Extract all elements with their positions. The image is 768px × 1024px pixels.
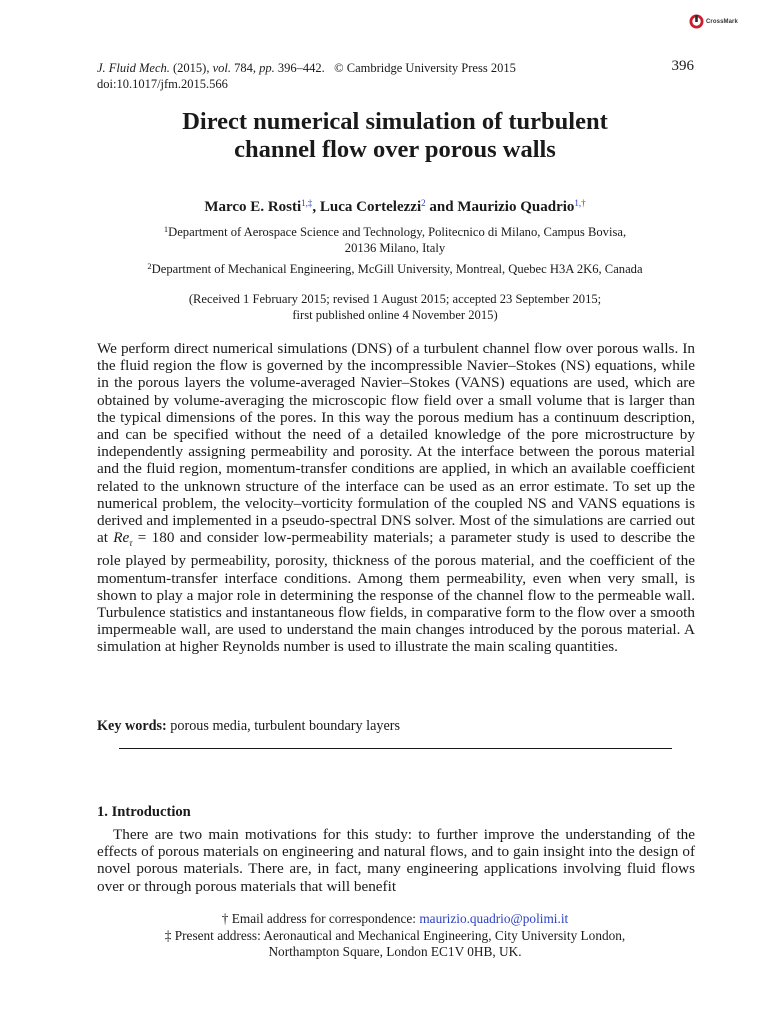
- affiliation-1-line-2: 20136 Milano, Italy: [344, 241, 446, 255]
- affiliation-2-line-1: Department of Mechanical Engineering, McGill University, Montreal, Quebec H3A 2K6, Canada: [151, 262, 643, 276]
- journal-vol-label: vol.: [212, 61, 231, 75]
- footnote-double-dagger-mark: ‡: [164, 927, 172, 943]
- keywords-text: porous media, turbulent boundary layers: [166, 718, 400, 734]
- author-cortelezzi-marks[interactable]: 2: [421, 198, 426, 208]
- copyright-notice: © Cambridge University Press 2015: [334, 61, 516, 75]
- author-separator: ,: [312, 199, 320, 215]
- crossmark-icon: [689, 14, 704, 29]
- introduction-paragraph: There are two main motivations for this study: to further improve the understanding of the effects of porous materials on engineering and natural flows, and to gain insight into the design of novel porous materials. There are, in fact, many engineering applications involving fluid flows over or through porous materials that will benefit: [97, 826, 695, 895]
- footnotes: [97, 911, 693, 961]
- crossmark-badge[interactable]: [689, 13, 743, 30]
- footnote-dagger-mark: †: [221, 911, 229, 926]
- footnote-correspondence: [97, 911, 693, 928]
- journal-pages: 396–442.: [277, 61, 325, 75]
- doi[interactable]: doi:10.1017/jfm.2015.566: [97, 77, 228, 91]
- author-list: [97, 197, 693, 217]
- paper-title: [97, 108, 693, 164]
- correspondence-email-link[interactable]: maurizio.quadrio@polimi.it: [419, 911, 569, 926]
- author-rosti: Marco E. Rosti: [204, 199, 302, 215]
- crossmark-label: CrossMark: [706, 18, 738, 25]
- author-rosti-marks[interactable]: 1,‡: [301, 198, 313, 208]
- title-line-2: channel flow over porous walls: [234, 136, 556, 163]
- keywords-label: Key words:: [97, 718, 167, 734]
- abstract-divider: [119, 748, 672, 749]
- section-heading-introduction: 1. Introduction: [97, 804, 191, 820]
- abstract-text-1: We perform direct numerical simulations (DNS) of a turbulent channel flow over porous walls. In the fluid region the flow is governed by the incompressible Navier–Stokes (NS) equations, while in the porous layers the volume-averaged Navier–Stokes (VANS) equations are used, which are obtained by volume-averaging the microscopic flow field over a small volume that is larger than the typical dimensions of the pores. In this way the porous medium has a continuum description, and can be specified without the need of a detailed knowledge of the pore microstructure by independently assigning permeability and porosity. At the interface between the porous material and the fluid region, momentum-transfer conditions are applied, in which an available coefficient related to the unknown structure of the interface can be used as an error estimate. To set up the numerical problem, the velocity–vorticity formulation of the coupled NS and VANS equations is derived and implemented in a pseudo-spectral DNS solver. Most of the simulations are carried out at: [97, 340, 695, 547]
- affiliation-1-line-1: Department of Aerospace Science and Technology, Politecnico di Milano, Campus Bovisa,: [168, 225, 627, 239]
- footnote-address-line-2: Northampton Square, London EC1V 0HB, UK.: [268, 944, 522, 959]
- received-line-2: first published online 4 November 2015): [292, 308, 498, 322]
- footnote-address-line-1: Present address: Aeronautical and Mechanical Engineering, City University London,: [174, 927, 626, 943]
- footnote-email-label: Email address for correspondence:: [231, 911, 420, 926]
- reynolds-value: = 180: [132, 529, 175, 547]
- page-number: 396: [671, 58, 694, 74]
- footnote-present-address: [97, 928, 693, 945]
- journal-citation: [97, 60, 516, 76]
- journal-volume: 784,: [234, 61, 256, 75]
- author-cortelezzi: Luca Cortelezzi: [319, 199, 422, 215]
- affiliation-1: [97, 224, 693, 256]
- reynolds-symbol: $Re_\tau$: [113, 529, 133, 549]
- affiliation-2-number: 2: [147, 261, 152, 271]
- abstract-text-2: and consider low-permeability materials; a parameter study is used to describe the role played by permeability, porosity, thickness of the porous material, and the coefficient of the momentum-transfer interface conditions. Among them permeability, even when very small, is shown to play a major role in determining the response of the channel flow to the permeable wall. Turbulence statistics and instantaneous flow fields, in comparative form to the flow over a smooth impermeable wall, are used to understand the main changes introduced by the porous material. A simulation at higher Reynolds number is used to illustrate the main scaling quantities.: [97, 529, 695, 656]
- author-quadrio: Maurizio Quadrio: [457, 199, 575, 215]
- journal-year: (2015),: [173, 61, 210, 75]
- journal-name: J. Fluid Mech.: [97, 61, 170, 75]
- affiliation-2: [97, 261, 693, 277]
- received-dates: [97, 291, 693, 323]
- author-quadrio-marks[interactable]: 1,†: [574, 198, 586, 208]
- journal-pp-label: pp.: [259, 61, 275, 75]
- received-line-1: (Received 1 February 2015; revised 1 August 2015; accepted 23 September 2015;: [188, 292, 602, 306]
- keywords: [97, 717, 400, 735]
- author-separator-and: and: [425, 199, 458, 215]
- abstract: [97, 340, 695, 656]
- title-line-1: Direct numerical simulation of turbulent: [182, 108, 608, 135]
- affiliation-1-number: 1: [163, 224, 169, 234]
